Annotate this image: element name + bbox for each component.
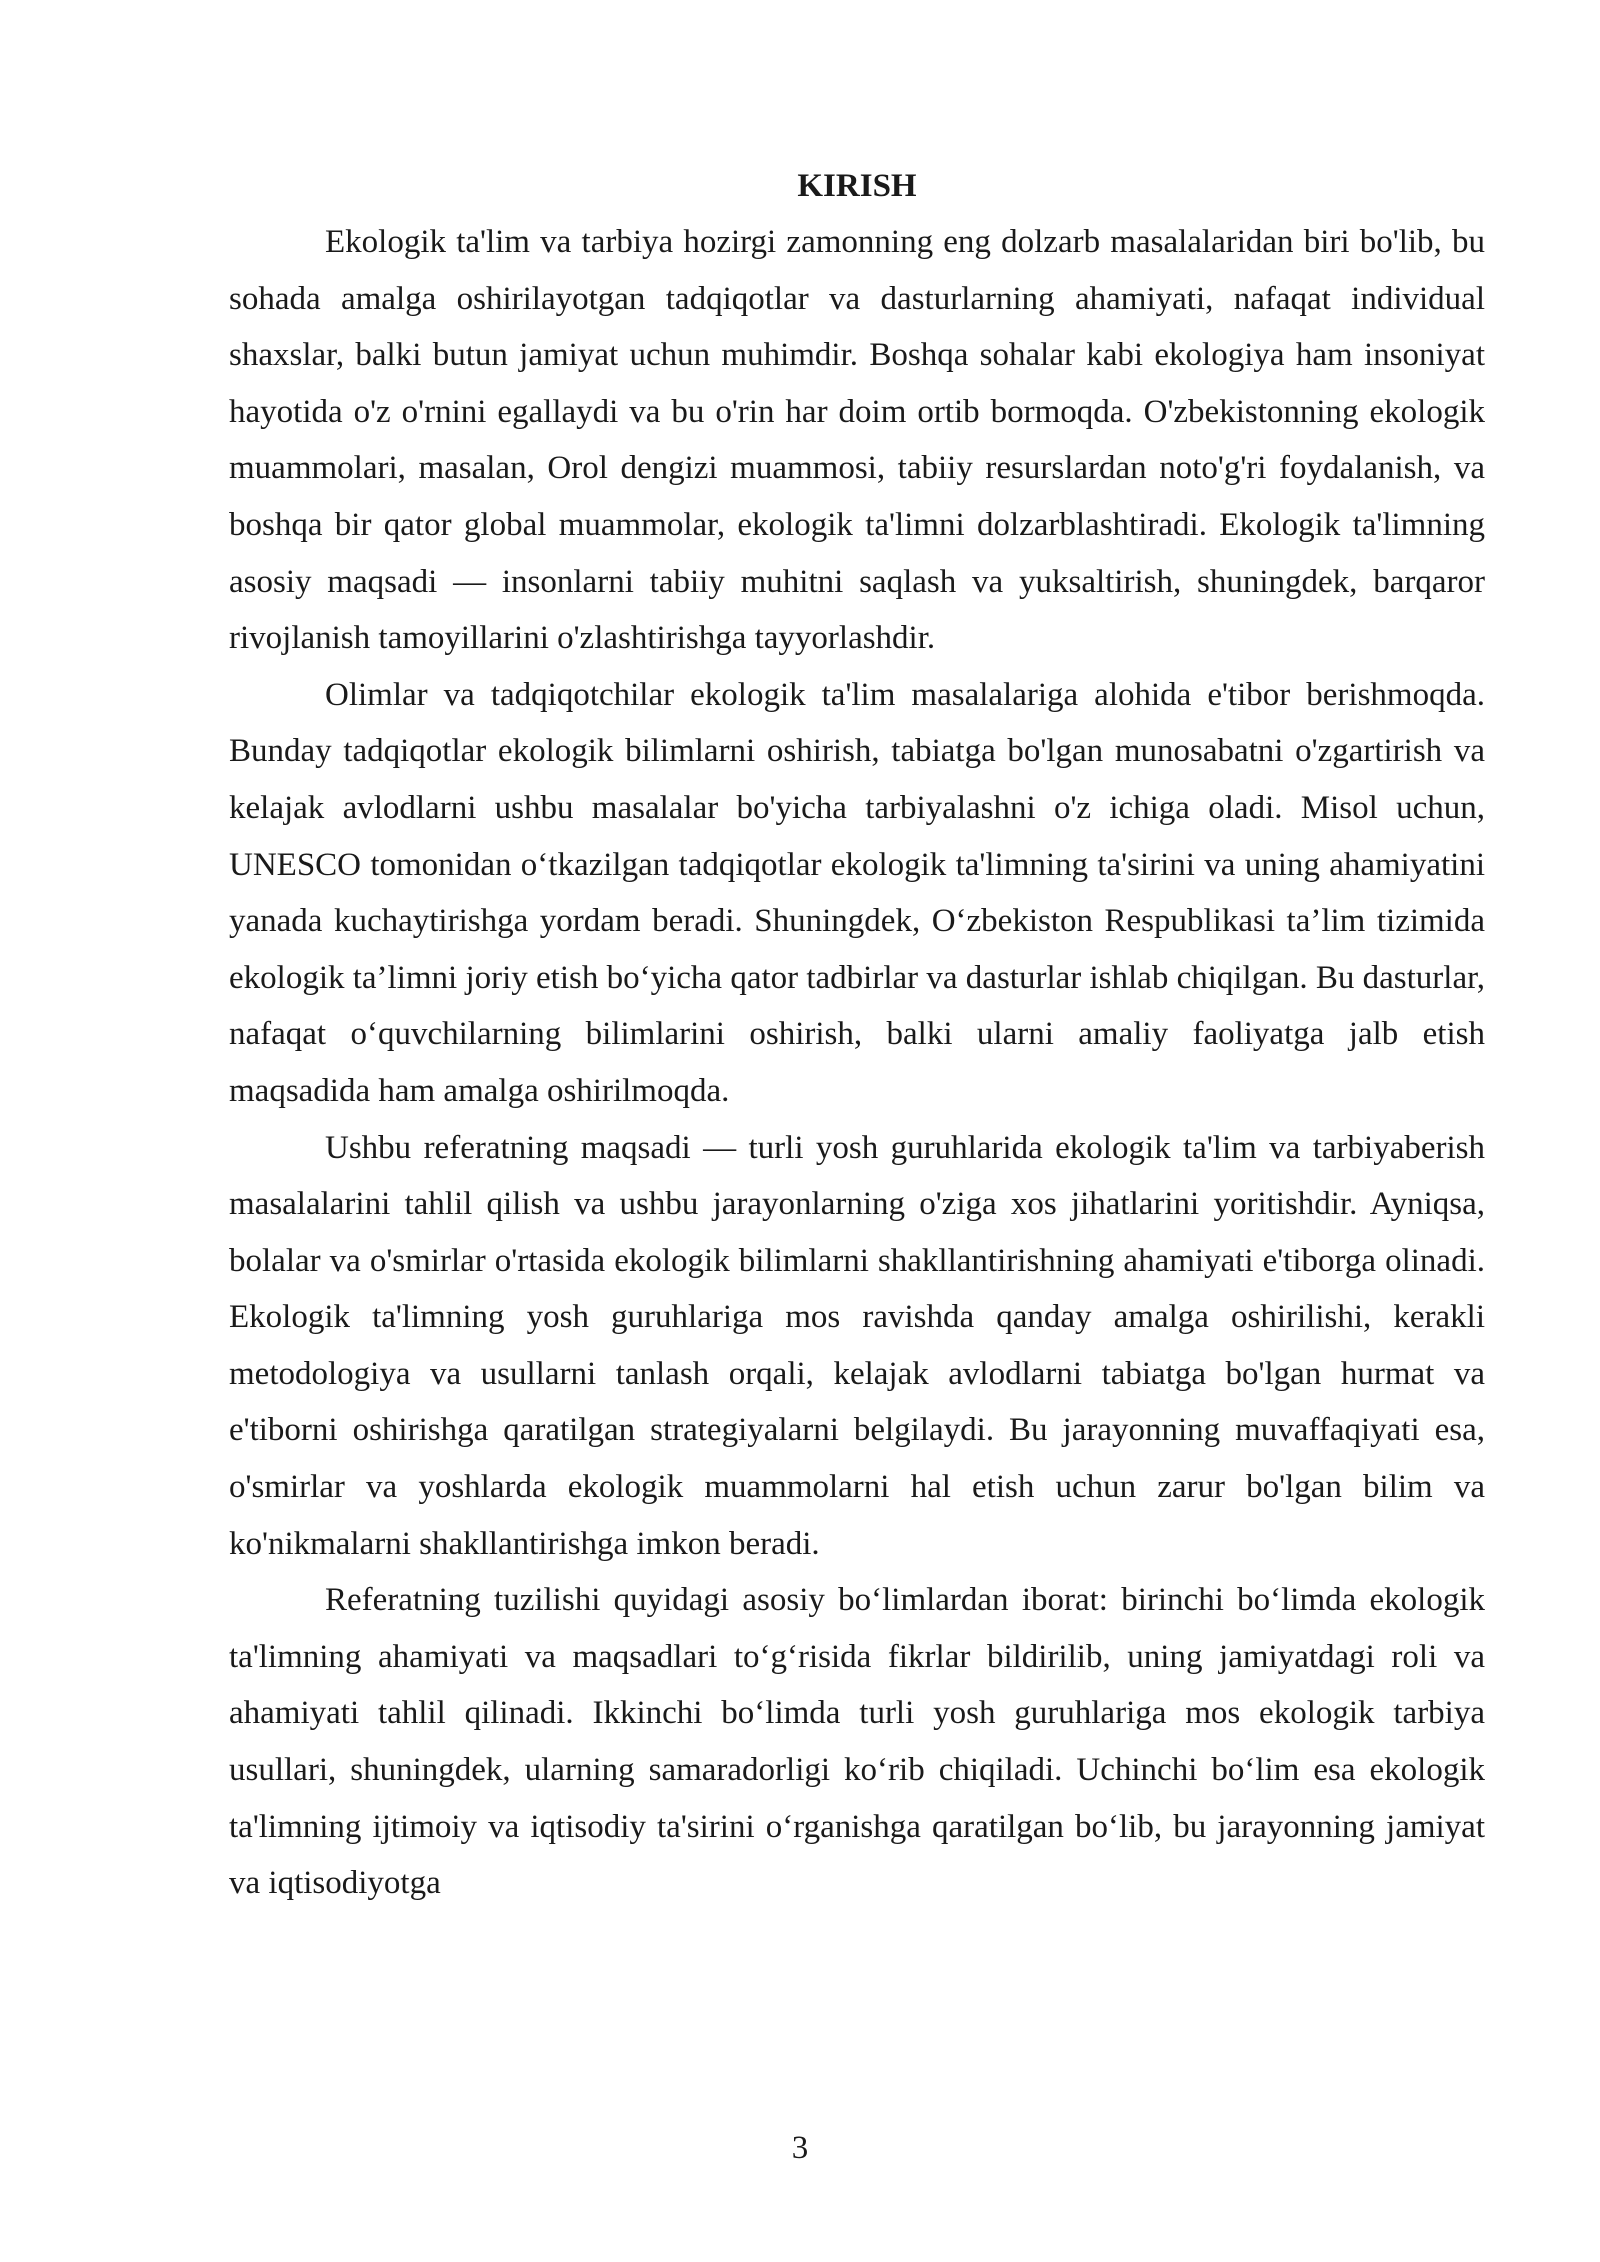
page-title: KIRISH (797, 168, 917, 204)
paragraph-3: Ushbu referatning maqsadi — turli yosh guruhlarida ekologik ta'lim va tarbiyaberish masalalarini tahlil qilish va ushbu jarayonlarning o'ziga xos jihatlarini yoritishdir. Ayniqsa, bolalar va o'smirlar o'rtasida ekologik bilimlarni shakllantirishning ahamiyati e'tiborga olinadi. Ekologik ta'limning yosh guruhlariga mos ravishda qanday amalga oshirilishi, kerakli metodologiya va usullarni tanlash orqali, kelajak avlodlarni tabiatga bo'lgan hurmat va e'tiborni oshirishga qaratilgan strategiyalarni belgilaydi. Bu jarayonning muvaffaqiyati esa, o'smirlar va yoshlarda ekologik muammolarni hal etish uchun zarur bo'lgan bilim va ko'nikmalarni shakllantirishga imkon beradi. (229, 1129, 1485, 1562)
paragraph-4: Referatning tuzilishi quyidagi asosiy bo‘limlardan iborat: birinchi bo‘limda ekologik ta'limning ahamiyati va maqsadlari to‘g‘risida fikrlar bildirilib, uning jamiyatdagi roli va ahamiyati tahlil qilinadi. Ikkinchi bo‘limda turli yosh guruhlariga mos ekologik tarbiya usullari, shuningdek, ularning samaradorligi ko‘rib chiqiladi. Uchinchi bo‘lim esa ekologik ta'limning ijtimoiy va iqtisodiy ta'sirini o‘rganishga qaratilgan bo‘lib, bu jarayonning jamiyat va iqtisodiyotga (229, 1582, 1485, 1902)
page-number: 3 (791, 2130, 809, 2166)
paragraph-2: Olimlar va tadqiqotchilar ekologik ta'lim masalalariga alohida e'tibor berishmoqda. Bunday tadqiqotlar ekologik bilimlarni oshirish, tabiatga bo'lgan munosabatni o'zgartirish va kelajak avlodlarni ushbu masalalar bo'yicha tarbiyalashni o'z ichiga oladi. Misol uchun, UNESCO tomonidan o‘tkazilgan tadqiqotlar ekologik ta'limning ta'sirini va uning ahamiyatini yanada kuchaytirishga yordam beradi. Shuningdek, O‘zbekiston Respublikasi ta’lim tizimida ekologik ta’limni joriy etish bo‘yicha qator tadbirlar va dasturlar ishlab chiqilgan. Bu dasturlar, nafaqat o‘quvchilarning bilimlarini oshirish, balki ularni amaliy faoliyatga jalb etish maqsadida ham amalga oshirilmoqda. (229, 676, 1486, 1109)
paragraph-1: Ekologik ta'lim va tarbiya hozirgi zamonning eng dolzarb masalalaridan biri bo'lib, bu sohada amalga oshirilayotgan tadqiqotlar va dasturlarning ahamiyati, nafaqat individual shaxslar, balki butun jamiyat uchun muhimdir. Boshqa sohalar kabi ekologiya ham insoniyat hayotida o'z o'rnini egallaydi va bu o'rin har doim ortib bormoqda. O'zbekistonning ekologik muammolari, masalan, Orol dengizi muammosi, tabiiy resurslardan noto'g'ri foydalanish, va boshqa bir qator global muammolar, ekologik ta'limni dolzarblashtiradi. Ekologik ta'limning asosiy maqsadi — insonlarni tabiiy muhitni saqlash va yuksaltirish, shuningdek, barqaror rivojlanish tamoyillarini o'zlashtirishga tayyorlashdir. (229, 224, 1485, 657)
page-content (229, 158, 1485, 1912)
